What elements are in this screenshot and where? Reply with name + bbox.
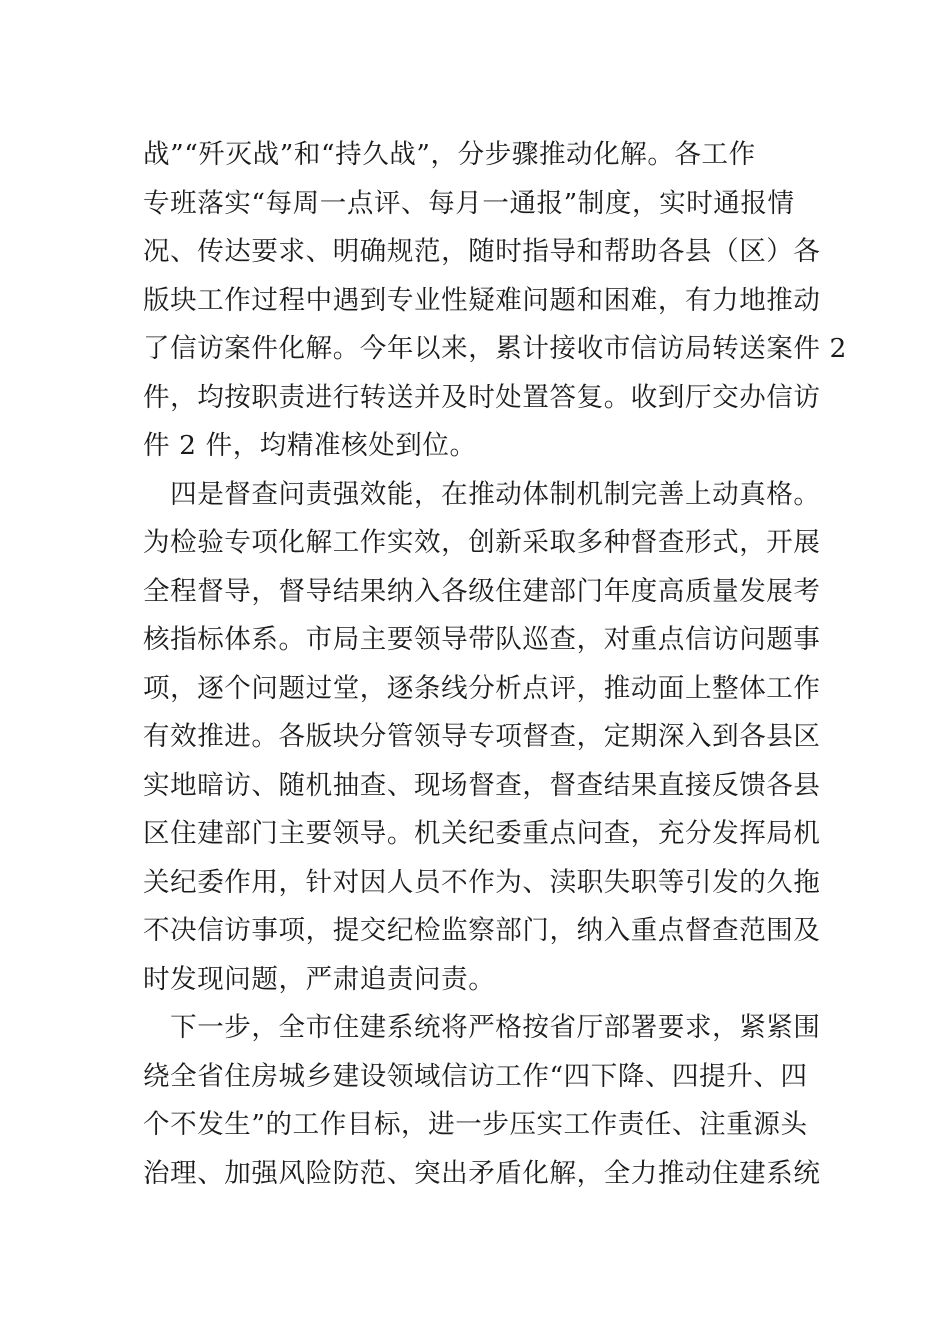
- text-line: 件，均按职责进行转送并及时处置答复。收到厅交办信访: [143, 381, 821, 413]
- paragraph-2: [143, 471, 821, 1005]
- text-line: 实地暗访、随机抽查、现场督查，督查结果直接反馈各县: [143, 769, 821, 801]
- paragraph-3: [143, 1004, 821, 1198]
- text-line: 时发现问题，严肃追责问责。: [143, 963, 496, 995]
- text-line: 有效推进。各版块分管领导专项督查，定期深入到各县区: [143, 721, 821, 752]
- text-line: 不决信访事项，提交纪检监察部门，纳入重点督查范围及: [143, 915, 821, 946]
- text-line: 为检验专项化解工作实效，创新采取多种督查形式，开展: [143, 527, 821, 558]
- text-line: 区住建部门主要领导。机关纪委重点问查，充分发挥局机: [143, 818, 821, 849]
- text-line: 核指标体系。市局主要领导带队巡查，对重点信访问题事: [143, 624, 821, 655]
- document-body: [143, 131, 847, 1198]
- text-line: 绕全省住房城乡建设领域信访工作“四下降、四提升、四: [143, 1060, 808, 1092]
- text-line: 专班落实“每周一点评、每月一通报”制度，实时通报情: [143, 187, 795, 219]
- text-line: 了信访案件化解。今年以来，累计接收市信访局转送案件 2: [143, 333, 847, 364]
- text-line: 况、传达要求、明确规范，随时指导和帮助各县（区）各: [143, 236, 821, 267]
- text-line: 关纪委作用，针对因人员不作为、渎职失职等引发的久拖: [143, 866, 821, 898]
- text-line: 战”“歼灭战”和“持久战”，分步骤推动化解。各工作: [143, 139, 756, 170]
- text-line: 个不发生”的工作目标，进一步压实工作责任、注重源头: [143, 1109, 808, 1140]
- text-line: 四是督查问责强效能，在推动体制机制完善上动真格。: [143, 478, 821, 510]
- text-line: 件 2 件，均精准核处到位。: [143, 430, 477, 461]
- text-line: 治理、加强风险防范、突出矛盾化解，全力推动住建系统: [143, 1157, 821, 1189]
- text-line: 下一步，全市住建系统将严格按省厅部署要求，紧紧围: [143, 1012, 821, 1043]
- text-line: 全程督导，督导结果纳入各级住建部门年度高质量发展考: [143, 575, 821, 607]
- text-line: 版块工作过程中遇到专业性疑难问题和困难，有力地推动: [143, 284, 821, 316]
- paragraph-1: [143, 131, 847, 471]
- text-line: 项，逐个问题过堂，逐条线分析点评，推动面上整体工作: [143, 672, 821, 704]
